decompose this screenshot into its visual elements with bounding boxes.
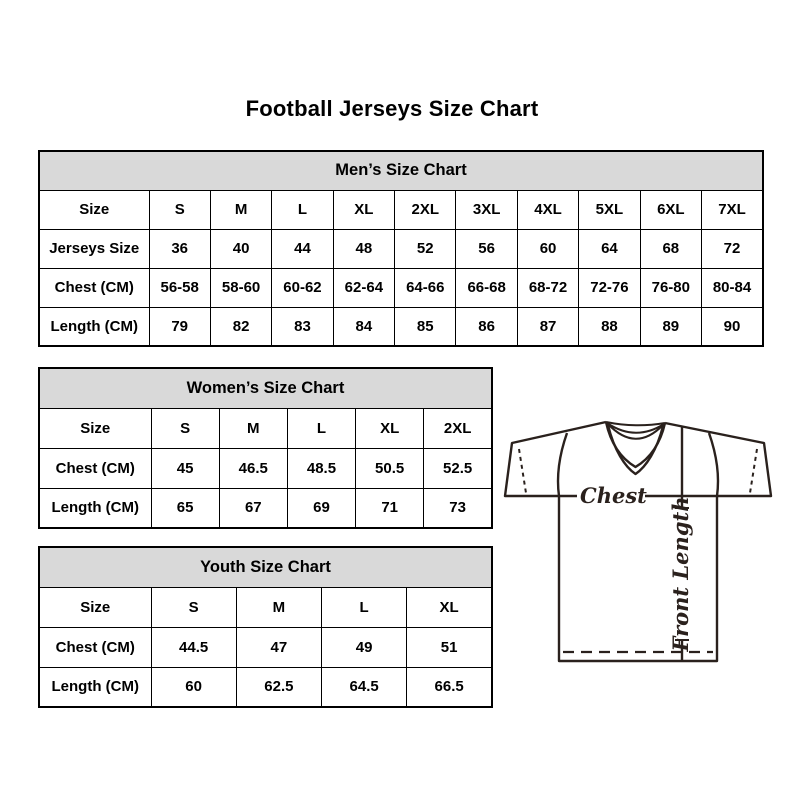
size-value-cell: 60-62 bbox=[272, 268, 333, 307]
row-label: Size bbox=[39, 408, 151, 448]
table-row bbox=[39, 268, 763, 307]
jersey-left-armhole bbox=[558, 433, 567, 496]
size-value-cell: 65 bbox=[151, 488, 219, 528]
mens-size-table bbox=[38, 150, 764, 347]
size-value-cell: 2XL bbox=[395, 190, 456, 229]
size-value-cell: 36 bbox=[149, 229, 210, 268]
size-value-cell: S bbox=[151, 587, 236, 627]
jersey-body-outline bbox=[559, 496, 717, 661]
row-label: Length (CM) bbox=[39, 488, 151, 528]
size-value-cell: M bbox=[219, 408, 287, 448]
size-value-cell: 46.5 bbox=[219, 448, 287, 488]
size-value-cell: 48.5 bbox=[287, 448, 355, 488]
size-value-cell: 72 bbox=[702, 229, 763, 268]
size-value-cell: 66-68 bbox=[456, 268, 517, 307]
size-value-cell: 4XL bbox=[517, 190, 578, 229]
size-value-cell: 5XL bbox=[579, 190, 640, 229]
size-value-cell: 69 bbox=[287, 488, 355, 528]
size-value-cell: 66.5 bbox=[407, 667, 492, 707]
size-value-cell: XL bbox=[407, 587, 492, 627]
size-value-cell: 47 bbox=[236, 627, 321, 667]
size-value-cell: 83 bbox=[272, 307, 333, 346]
size-value-cell: 56 bbox=[456, 229, 517, 268]
table-row bbox=[39, 488, 492, 528]
row-label: Jerseys Size bbox=[39, 229, 149, 268]
jersey-right-cuff-dashed-line bbox=[750, 449, 757, 493]
size-value-cell: 72-76 bbox=[579, 268, 640, 307]
size-value-cell: S bbox=[149, 190, 210, 229]
size-value-cell: 3XL bbox=[456, 190, 517, 229]
size-value-cell: 44.5 bbox=[151, 627, 236, 667]
row-label: Chest (CM) bbox=[39, 627, 151, 667]
row-label: Size bbox=[39, 587, 151, 627]
youth-table-title: Youth Size Chart bbox=[39, 547, 492, 587]
size-value-cell: 50.5 bbox=[356, 448, 424, 488]
table-row bbox=[39, 667, 492, 707]
size-value-cell: 58-60 bbox=[210, 268, 271, 307]
size-value-cell: 48 bbox=[333, 229, 394, 268]
size-value-cell: 67 bbox=[219, 488, 287, 528]
size-value-cell: 7XL bbox=[702, 190, 763, 229]
size-value-cell: 62-64 bbox=[333, 268, 394, 307]
table-row bbox=[39, 408, 492, 448]
size-value-cell: 60 bbox=[517, 229, 578, 268]
size-value-cell: 49 bbox=[322, 627, 407, 667]
size-value-cell: 68-72 bbox=[517, 268, 578, 307]
size-value-cell: 87 bbox=[517, 307, 578, 346]
size-value-cell: 71 bbox=[356, 488, 424, 528]
table-row bbox=[39, 307, 763, 346]
size-value-cell: 79 bbox=[149, 307, 210, 346]
size-value-cell: 2XL bbox=[424, 408, 492, 448]
size-value-cell: 60 bbox=[151, 667, 236, 707]
front-length-measure-label: Front Length bbox=[668, 496, 693, 652]
size-value-cell: 76-80 bbox=[640, 268, 701, 307]
size-value-cell: 80-84 bbox=[702, 268, 763, 307]
page-title: Football Jerseys Size Chart bbox=[245, 96, 539, 121]
row-label: Length (CM) bbox=[39, 667, 151, 707]
size-value-cell: 52 bbox=[395, 229, 456, 268]
size-value-cell: 64 bbox=[579, 229, 640, 268]
size-value-cell: L bbox=[322, 587, 407, 627]
row-label: Chest (CM) bbox=[39, 448, 151, 488]
table-row bbox=[39, 448, 492, 488]
size-value-cell: 56-58 bbox=[149, 268, 210, 307]
size-value-cell: 73 bbox=[424, 488, 492, 528]
size-value-cell: M bbox=[236, 587, 321, 627]
jersey-collar-top bbox=[606, 422, 665, 425]
womens-table-title: Women’s Size Chart bbox=[39, 368, 492, 408]
size-value-cell: 6XL bbox=[640, 190, 701, 229]
size-value-cell: 44 bbox=[272, 229, 333, 268]
size-value-cell: 86 bbox=[456, 307, 517, 346]
size-value-cell: XL bbox=[333, 190, 394, 229]
table-row bbox=[39, 229, 763, 268]
size-value-cell: 64-66 bbox=[395, 268, 456, 307]
size-value-cell: 85 bbox=[395, 307, 456, 346]
womens-size-table bbox=[38, 367, 493, 529]
table-row bbox=[39, 627, 492, 667]
size-value-cell: 82 bbox=[210, 307, 271, 346]
size-value-cell: 88 bbox=[579, 307, 640, 346]
size-value-cell: 52.5 bbox=[424, 448, 492, 488]
size-value-cell: 51 bbox=[407, 627, 492, 667]
mens-table-title: Men’s Size Chart bbox=[39, 151, 763, 190]
size-value-cell: 45 bbox=[151, 448, 219, 488]
size-value-cell: 40 bbox=[210, 229, 271, 268]
size-value-cell: L bbox=[272, 190, 333, 229]
size-value-cell: S bbox=[151, 408, 219, 448]
row-label: Length (CM) bbox=[39, 307, 149, 346]
table-row bbox=[39, 190, 763, 229]
size-value-cell: 62.5 bbox=[236, 667, 321, 707]
chest-measure-label: Chest bbox=[580, 483, 647, 508]
row-label: Size bbox=[39, 190, 149, 229]
jersey-measurement-diagram bbox=[497, 403, 797, 673]
size-value-cell: 89 bbox=[640, 307, 701, 346]
size-value-cell: L bbox=[287, 408, 355, 448]
size-value-cell: 84 bbox=[333, 307, 394, 346]
size-value-cell: 64.5 bbox=[322, 667, 407, 707]
row-label: Chest (CM) bbox=[39, 268, 149, 307]
jersey-right-armhole bbox=[709, 433, 718, 496]
youth-size-table bbox=[38, 546, 493, 708]
table-row bbox=[39, 587, 492, 627]
size-value-cell: 68 bbox=[640, 229, 701, 268]
jersey-left-cuff-dashed-line bbox=[519, 449, 526, 493]
size-value-cell: 90 bbox=[702, 307, 763, 346]
size-value-cell: M bbox=[210, 190, 271, 229]
size-value-cell: XL bbox=[356, 408, 424, 448]
